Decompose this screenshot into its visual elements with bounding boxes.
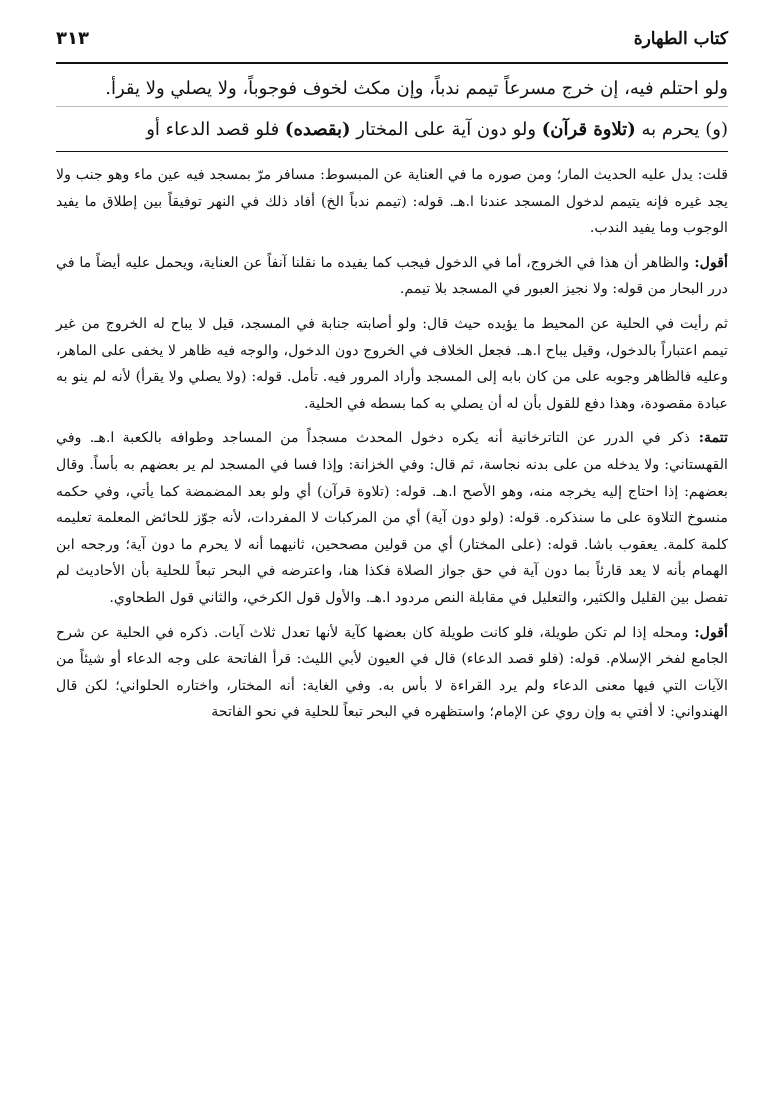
matn-paragraph-1: ولو احتلم فيه، إن خرج مسرعاً تيمم ندباً، وإن مكث لخوف فوجوباً، ولا يصلي ولا يقرأ.: [105, 78, 728, 99]
commentary-divider: [56, 151, 728, 152]
commentary-paragraph-4: [56, 425, 728, 611]
matn-bold-segment: (بقصده): [284, 119, 351, 140]
page-header: [56, 28, 728, 64]
book-page: [56, 28, 728, 1087]
paragraph-body: ذكر في الدرر عن التاترخانية أنه يكره دخول المحدث مسجداً من المساجد وطوافه بالكعبة ا.هـ. وفي القهستاني: ولا يدخله من على بدنه نجاسة، ثم قال: وفي الخزانة: وإذا فسا في المسجد لم ير بعضهم به بأساً. وقال بعضهم: إذا احتاج إليه يخرجه منه، وهو الأصح ا.هـ. قوله: (تلاوة قرآن) أي ولو بعد المضمضة كما يأتي، وفي حكمه منسوخ التلاوة على ما سنذكره. قوله: (ولو دون آية) أي من المركبات لا المفردات، لأنه جوّز للحائض المعلمة تعليمه كلمة كلمة. يعقوب باشا. قوله: (على المختار) أي من قولين مصححين، ثانيهما أنه لا يحرم ما دون آية؛ ورجحه ابن الهمام بأنه لا يعد قارئاً بما دون آية في حق جواز الصلاة فكذا هنا، واعترضه في البحر تبعاً للحلية بأن الأحاديث لم تفصل بين القليل والكثير، والتعليل في مقابلة النص مردود ا.هـ. والأول قول الكرخي، والثاني قول الطحاوي.: [56, 430, 728, 606]
book-title: كتاب الطهارة: [633, 29, 728, 49]
matn-text-segment: فلو قصد الدعاء أو: [146, 119, 285, 140]
commentary-paragraph-5: [56, 620, 728, 726]
commentary-paragraph-2: [56, 250, 728, 303]
paragraph-lead: تتمة:: [689, 430, 728, 447]
matn-text-segment: ولو دون آية على المختار: [350, 119, 542, 140]
matn-text-segment: (و) يحرم به: [635, 119, 728, 140]
paragraph-lead: أقول:: [688, 624, 728, 641]
commentary-paragraph-3: ثم رأيت في الحلية عن المحيط ما يؤيده حيث قال: ولو أصابته جنابة في المسجد، قيل لا يباح له الخروج من غير تيمم اعتباراً بالدخول، وقيل يباح ا.هـ. فجعل الخلاف في الخروج دون الدخول، والوجه فيه ظاهر لا يخفى على الماهر، وعليه فالظاهر وجوبه على من كان بابه إلى المسجد وأراد المرور فيه. تأمل. قوله: (ولا يصلي ولا يقرأ) لأنه لم ينو به عبادة مقصودة، وهذا دفع للقول بأن له أن يصلي به كما بسطه في الحلية.: [56, 315, 728, 412]
commentary-paragraph-1: قلت: يدل عليه الحديث المار؛ ومن صوره ما في العناية عن المبسوط: مسافر مرّ بمسجد فيه عين ماء وهو جنب ولا يجد غيره فإنه يتيمم لدخول المسجد عندنا ا.هـ. قوله: (تيمم ندباً الخ) أفاد ذلك في النهر توفيقاً بين إطلاق ما يفيد الوجوب وما يفيد الندب.: [56, 167, 728, 237]
paragraph-body: والظاهر أن هذا في الخروج، أما في الدخول فيجب كما يفيده ما نقلنا آنفاً عن العناية، ويحمل عليه أيضاً ما في درر البحار من قوله: ولا نجيز العبور في المسجد بلا تيمم.: [56, 254, 728, 298]
page-number: ٣١٣: [56, 28, 89, 49]
paragraph-lead: أقول:: [689, 254, 728, 271]
commentary-text: [56, 162, 728, 726]
paragraph-body: ومحله إذا لم تكن طويلة، فلو كانت طويلة كان بعضها كآية لأنها تعدل ثلاث آيات. ذكره في الحلية عن شرح الجامع لفخر الإسلام. قوله: (فلو قصد الدعاء) قال في العيون لأبي الليث: قرأ الفاتحة على وجه الدعاء أو شيئاً من الآيات التي فيها معنى الدعاء ولم يرد القراءة لا بأس به. وفي الغاية: أنه المختار، واختاره الحلواني؛ لكن قال الهندواني: لا أفتي به وإن روي عن الإمام؛ واستظهره في البحر تبعاً للحلية في نحو الفاتحة: [56, 624, 728, 721]
main-text: [56, 72, 728, 147]
matn-bold-segment: (تلاوة قرآن): [541, 119, 636, 140]
matn-paragraph-2: [56, 106, 728, 147]
